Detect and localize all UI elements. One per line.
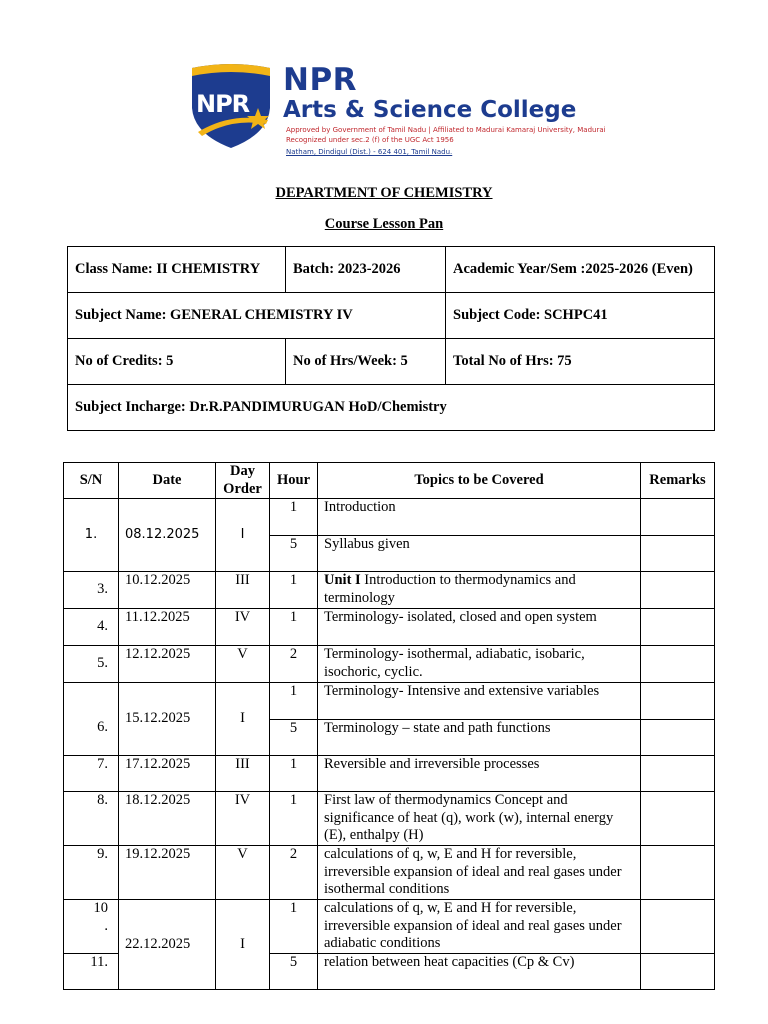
batch-cell: Batch: 2023-2026 [286,247,446,293]
table-row [64,792,715,846]
college-logo [150,52,620,170]
table-row [64,900,715,954]
date-cell: 17.12.2025 [119,756,216,792]
department-title: DEPARTMENT OF CHEMISTRY [275,185,493,201]
hour-cell: 2 [270,846,318,900]
topic-cell [318,572,641,609]
topic-cell: Terminology – state and path functions [318,720,641,756]
remarks-cell [641,536,715,572]
hour-cell: 2 [270,646,318,683]
topic-cell: Terminology- Intensive and extensive variables [318,683,641,720]
date-cell: 22.12.2025 [119,900,216,990]
remarks-cell [641,900,715,954]
remarks-cell [641,609,715,646]
date-cell: 11.12.2025 [119,609,216,646]
total-hrs-cell: Total No of Hrs: 75 [446,339,715,385]
topic-cell: Terminology- isothermal, adiabatic, isobaric, isochoric, cyclic. [318,646,641,683]
subject-code-cell: Subject Code: SCHPC41 [446,293,715,339]
hour-cell: 5 [270,954,318,990]
day-order-cell: IV [216,792,270,846]
hrs-week-cell: No of Hrs/Week: 5 [286,339,446,385]
remarks-cell [641,572,715,609]
remarks-cell [641,756,715,792]
hour-cell: 1 [270,499,318,536]
table-row [64,499,715,536]
logo-address-line: Natham, Dindigul (Dist.) - 624 401, Tamil Nadu. [286,148,453,156]
date-cell: 08.12.2025 [119,499,216,572]
topic-cell: Introduction [318,499,641,536]
hour-cell: 1 [270,609,318,646]
hour-cell: 1 [270,683,318,720]
topic-cell: calculations of q, w, E and H for reversible, irreversible expansion of ideal and real gases under adiabatic conditions [318,900,641,954]
header-topics: Topics to be Covered [318,463,641,499]
sn-cell: 4. [64,609,119,646]
sn-cell: 11. [64,954,119,990]
emblem-text: NPR [196,90,250,118]
remarks-cell [641,646,715,683]
logo-approval-line: Approved by Government of Tamil Nadu | Affiliated to Madurai Kamaraj University, Madurai [286,126,606,134]
table-row [64,609,715,646]
day-order-cell: I [216,900,270,990]
sn-cell: 3. [64,572,119,609]
table-header-row [64,463,715,499]
day-order-cell: I [216,499,270,572]
day-order-cell: IV [216,609,270,646]
document-subtitle: Course Lesson Pan [324,216,444,232]
sn-cell: 1. [64,499,119,572]
header-remarks: Remarks [641,463,715,499]
topic-text: Introduction to thermodynamics and terminology [324,572,576,606]
remarks-cell [641,954,715,990]
day-order-cell: III [216,572,270,609]
date-cell: 12.12.2025 [119,646,216,683]
hour-cell: 1 [270,792,318,846]
day-order-cell: I [216,683,270,756]
course-info-table [67,246,715,431]
remarks-cell [641,846,715,900]
topic-cell: Syllabus given [318,536,641,572]
class-name-cell: Class Name: II CHEMISTRY [68,247,286,293]
remarks-cell [641,683,715,720]
hour-cell: 1 [270,756,318,792]
topic-cell: First law of thermodynamics Concept and significance of heat (q), work (w), internal energy (E), enthalpy (H) [318,792,641,846]
incharge-cell: Subject Incharge: Dr.R.PANDIMURUGAN HoD/Chemistry [68,385,715,431]
table-row [64,683,715,720]
date-cell: 10.12.2025 [119,572,216,609]
day-order-cell: V [216,846,270,900]
sn-cell: 10 . [64,900,119,954]
sn-cell [64,683,119,756]
sn-cell: 5. [64,646,119,683]
header-sn: S/N [64,463,119,499]
header-hour: Hour [270,463,318,499]
date-cell: 15.12.2025 [119,683,216,756]
subject-name-cell: Subject Name: GENERAL CHEMISTRY IV [68,293,446,339]
hour-cell: 1 [270,572,318,609]
date-cell: 19.12.2025 [119,846,216,900]
topic-cell: Terminology- isolated, closed and open system [318,609,641,646]
remarks-cell [641,792,715,846]
credits-cell: No of Credits: 5 [68,339,286,385]
sn-cell: 8. [64,792,119,846]
day-order-cell: III [216,756,270,792]
logo-ugc-line: Recognized under sec.2 (f) of the UGC Act 1956 [286,136,454,144]
header-day-order: Day Order [216,463,270,499]
table-row [64,572,715,609]
lesson-plan-table [63,462,715,990]
hour-cell: 5 [270,720,318,756]
day-order-cell: V [216,646,270,683]
table-row [64,646,715,683]
hour-cell: 1 [270,900,318,954]
remarks-cell [641,499,715,536]
topic-cell: Reversible and irreversible processes [318,756,641,792]
date-cell: 18.12.2025 [119,792,216,846]
sn-text: 6. [97,719,108,736]
academic-year-cell: Academic Year/Sem :2025-2026 (Even) [446,247,715,293]
unit-label: Unit I [324,572,361,588]
table-row [64,846,715,900]
logo-college-name: Arts & Science College [283,97,577,123]
table-row [64,756,715,792]
topic-cell: relation between heat capacities (Cp & Cv) [318,954,641,990]
header-date: Date [119,463,216,499]
remarks-cell [641,720,715,756]
sn-cell: 9. [64,846,119,900]
sn-cell: 7. [64,756,119,792]
hour-cell: 5 [270,536,318,572]
logo-npr: NPR [283,62,358,98]
topic-cell: calculations of q, w, E and H for reversible, irreversible expansion of ideal and real gases under isothermal conditions [318,846,641,900]
